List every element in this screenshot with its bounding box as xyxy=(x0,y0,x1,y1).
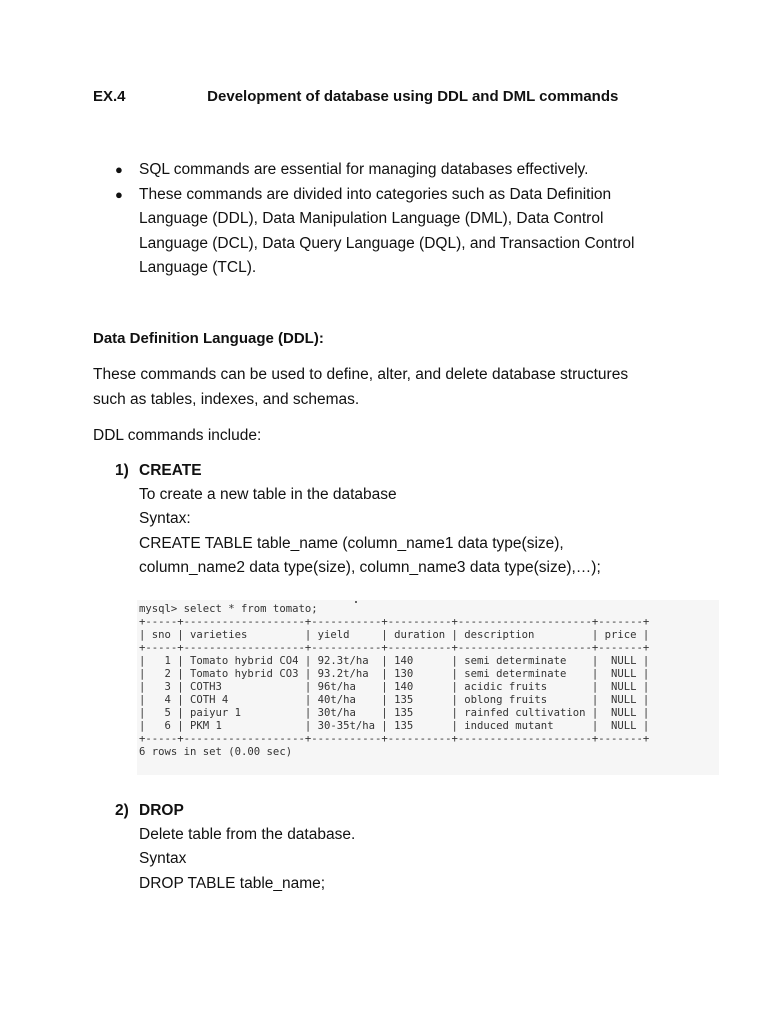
command-name: DROP xyxy=(139,802,184,819)
mysql-terminal-screenshot xyxy=(137,600,719,775)
ddl-intro-line: such as tables, indexes, and schemas. xyxy=(93,390,360,408)
ddl-include-label: DDL commands include: xyxy=(93,427,262,444)
bullet-dot-icon: ● xyxy=(115,162,123,177)
bullet-text: SQL commands are essential for managing databases effectively. xyxy=(139,161,589,178)
syntax-line: CREATE TABLE table_name (column_name1 data type(size), xyxy=(139,534,564,552)
stray-dot xyxy=(355,601,357,603)
exercise-number: EX.4 xyxy=(93,88,126,105)
syntax-label: Syntax: xyxy=(139,510,191,528)
command-number: 1) xyxy=(115,462,129,479)
command-name: CREATE xyxy=(139,462,202,479)
syntax-line: DROP TABLE table_name; xyxy=(139,874,326,892)
ddl-intro-paragraph xyxy=(93,363,693,412)
intro-bullet-list xyxy=(115,158,675,281)
bullet-dot-icon: ● xyxy=(115,186,123,202)
ddl-section-title: Data Definition Language (DDL): xyxy=(93,330,324,347)
command-item-drop xyxy=(115,799,355,896)
command-description: To create a new table in the database xyxy=(139,486,397,504)
command-description: Delete table from the database. xyxy=(139,826,356,844)
bullet-text: These commands are divided into categories such as Data Definition Language (DDL), Data Manipulation Language (DML), Data Control Language (DCL), Data Query Language (DQL), and Transaction Control Language (TCL). xyxy=(139,185,635,276)
terminal-output: mysql> select * from tomato; +-----+-------------------+-----------+----------+---------------------+-------+ | sno | varieties | yield | duration | description | price | +-----+-------------------+-----------+----------+---------------------+-------+ | 1 | Tomato hybrid CO4 | 92.3t/ha | 140 | semi determinate | NULL | | 2 | Tomato hybrid CO3 | 93.2t/ha | 130 | semi determinate | NULL | | 3 | COTH3 | 96t/ha | 140 | acidic fruits | NULL | | 4 | COTH 4 | 40t/ha | 135 | oblong fruits | NULL | | 5 | paiyur 1 | 30t/ha | 135 | rainfed cultivation | NULL | | 6 | PKM 1 | 30-35t/ha | 135 | induced mutant | NULL | +-----+-------------------+-----------+----------+---------------------+-------+ 6 rows in set (0.00 sec) xyxy=(139,603,650,758)
syntax-label: Syntax xyxy=(139,850,187,868)
command-item-create xyxy=(115,459,601,580)
exercise-title: Development of database using DDL and DML commands xyxy=(207,88,619,105)
exercise-heading xyxy=(93,88,618,105)
command-number: 2) xyxy=(115,802,129,819)
bullet-item xyxy=(115,158,675,183)
ddl-intro-line: These commands can be used to define, alter, and delete database structures xyxy=(93,366,629,383)
bullet-item xyxy=(115,183,675,281)
syntax-line: column_name2 data type(size), column_name3 data type(size),…); xyxy=(139,558,601,576)
